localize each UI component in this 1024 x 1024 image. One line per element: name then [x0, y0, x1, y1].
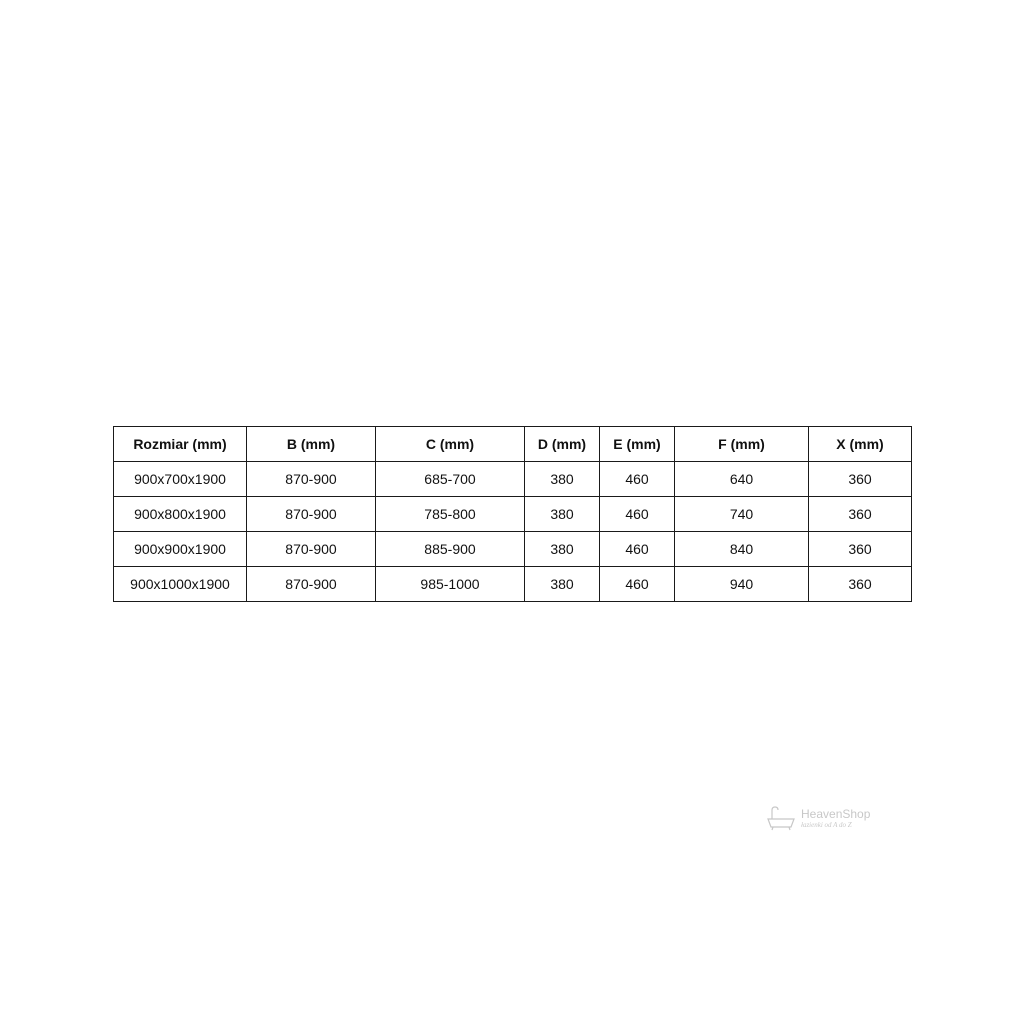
header-size: Rozmiar (mm) — [114, 427, 247, 462]
cell-d: 380 — [525, 462, 600, 497]
cell-d: 380 — [525, 532, 600, 567]
cell-b: 870-900 — [247, 462, 376, 497]
cell-e: 460 — [600, 532, 675, 567]
cell-b: 870-900 — [247, 567, 376, 602]
header-e: E (mm) — [600, 427, 675, 462]
cell-e: 460 — [600, 567, 675, 602]
cell-f: 740 — [675, 497, 809, 532]
header-c: C (mm) — [376, 427, 525, 462]
table-row — [114, 567, 912, 602]
cell-c: 885-900 — [376, 532, 525, 567]
cell-x: 360 — [809, 567, 912, 602]
table-row — [114, 532, 912, 567]
cell-c: 785-800 — [376, 497, 525, 532]
watermark-logo — [765, 803, 885, 835]
cell-f: 840 — [675, 532, 809, 567]
header-x: X (mm) — [809, 427, 912, 462]
cell-b: 870-900 — [247, 497, 376, 532]
cell-x: 360 — [809, 497, 912, 532]
cell-x: 360 — [809, 532, 912, 567]
cell-f: 940 — [675, 567, 809, 602]
cell-b: 870-900 — [247, 532, 376, 567]
bathtub-icon — [765, 805, 797, 831]
watermark-brand: HeavenShop — [801, 807, 871, 821]
cell-d: 380 — [525, 497, 600, 532]
header-d: D (mm) — [525, 427, 600, 462]
header-f: F (mm) — [675, 427, 809, 462]
cell-size: 900x700x1900 — [114, 462, 247, 497]
cell-e: 460 — [600, 497, 675, 532]
header-b: B (mm) — [247, 427, 376, 462]
cell-size: 900x800x1900 — [114, 497, 247, 532]
table-row — [114, 462, 912, 497]
cell-x: 360 — [809, 462, 912, 497]
cell-d: 380 — [525, 567, 600, 602]
cell-size: 900x1000x1900 — [114, 567, 247, 602]
cell-e: 460 — [600, 462, 675, 497]
cell-size: 900x900x1900 — [114, 532, 247, 567]
dimensions-table — [113, 426, 912, 602]
table-header-row — [114, 427, 912, 462]
cell-c: 685-700 — [376, 462, 525, 497]
table-row — [114, 497, 912, 532]
cell-c: 985-1000 — [376, 567, 525, 602]
cell-f: 640 — [675, 462, 809, 497]
watermark-tagline: łazienki od A do Z — [801, 821, 852, 829]
